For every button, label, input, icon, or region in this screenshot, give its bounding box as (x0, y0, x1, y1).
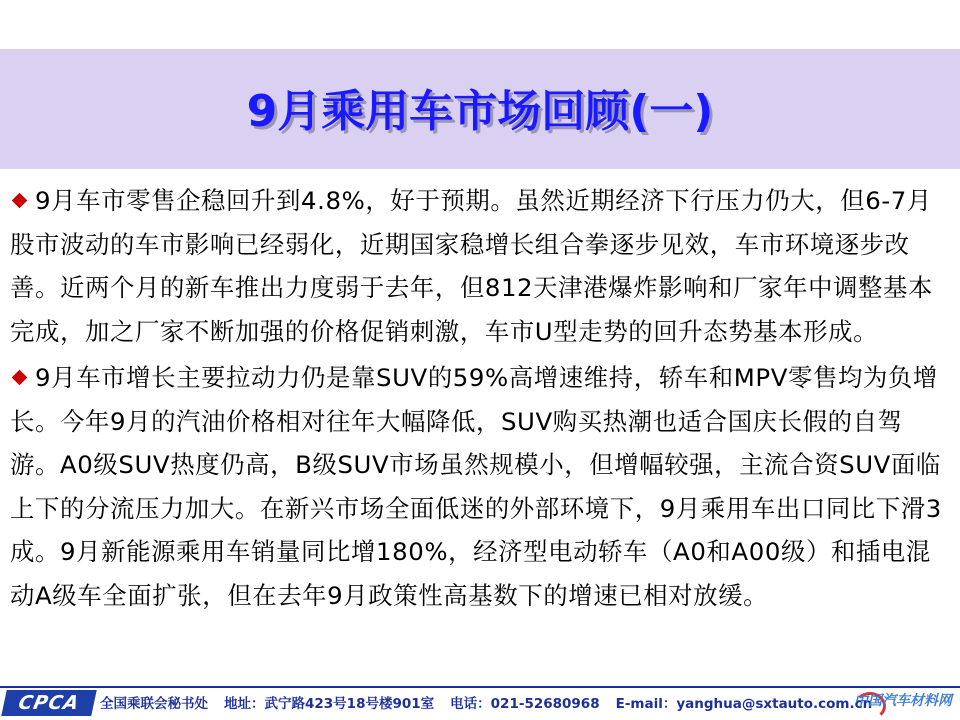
paragraph-1-text: 9月车市零售企稳回升到4.8%，好于预期。虽然近期经济下行压力仍大，但6-7月股市波动的车市影响已经弱化，近期国家稳增长组合拳逐步见效，车市环境逐步改善。近两个月的新车推出力度弱于去年，但812天津港爆炸影响和厂家年中调整基本完成，加之厂家不断加强的价格促销刺激，车市U型走势的回升态势基本形成。 (10, 186, 934, 346)
watermark-logo (854, 690, 954, 718)
footer-address: 地址：武宁路423号18号楼901室 (224, 696, 435, 712)
slide-title: 9月乘用车市场回顾(一) (246, 86, 714, 137)
slide-body (10, 179, 945, 617)
footer-bar (0, 686, 960, 720)
diamond-bullet-icon (12, 193, 28, 209)
footer-org: 全国乘联会秘书处 (100, 696, 208, 712)
watermark-text: 中国汽车材料网 (854, 693, 952, 709)
paragraph-2-text: 9月车市增长主要拉动力仍是靠SUV的59%高增速维持，轿车和MPV零售均为负增长。今年9月的汽油价格相对往年大幅降低，SUV购买热潮也适合国庆长假的自驾游。A0级SUV热度仍高，B级SUV市场虽然规模小，但增幅较强，主流合资SUV面临上下的分流压力加大。在新兴市场全面低迷的外部环境下，9月乘用车出口同比下滑3成。9月新能源乘用车销量同比增180%，经济型电动轿车（A0和A00级）和插电混动A级车全面扩张，但在去年9月政策性高基数下的增速已相对放缓。 (10, 363, 942, 610)
footer-divider (0, 686, 960, 688)
cpca-logo: CPCA (1, 690, 97, 716)
footer-contact (100, 694, 888, 714)
footer-phone: 电话：021-52680968 (450, 696, 600, 712)
paragraph-1 (10, 179, 945, 353)
paragraph-2 (10, 356, 945, 617)
diamond-bullet-icon (12, 370, 28, 386)
footer-email: E-mail：yanghua@sxtauto.com.cn (615, 696, 873, 712)
